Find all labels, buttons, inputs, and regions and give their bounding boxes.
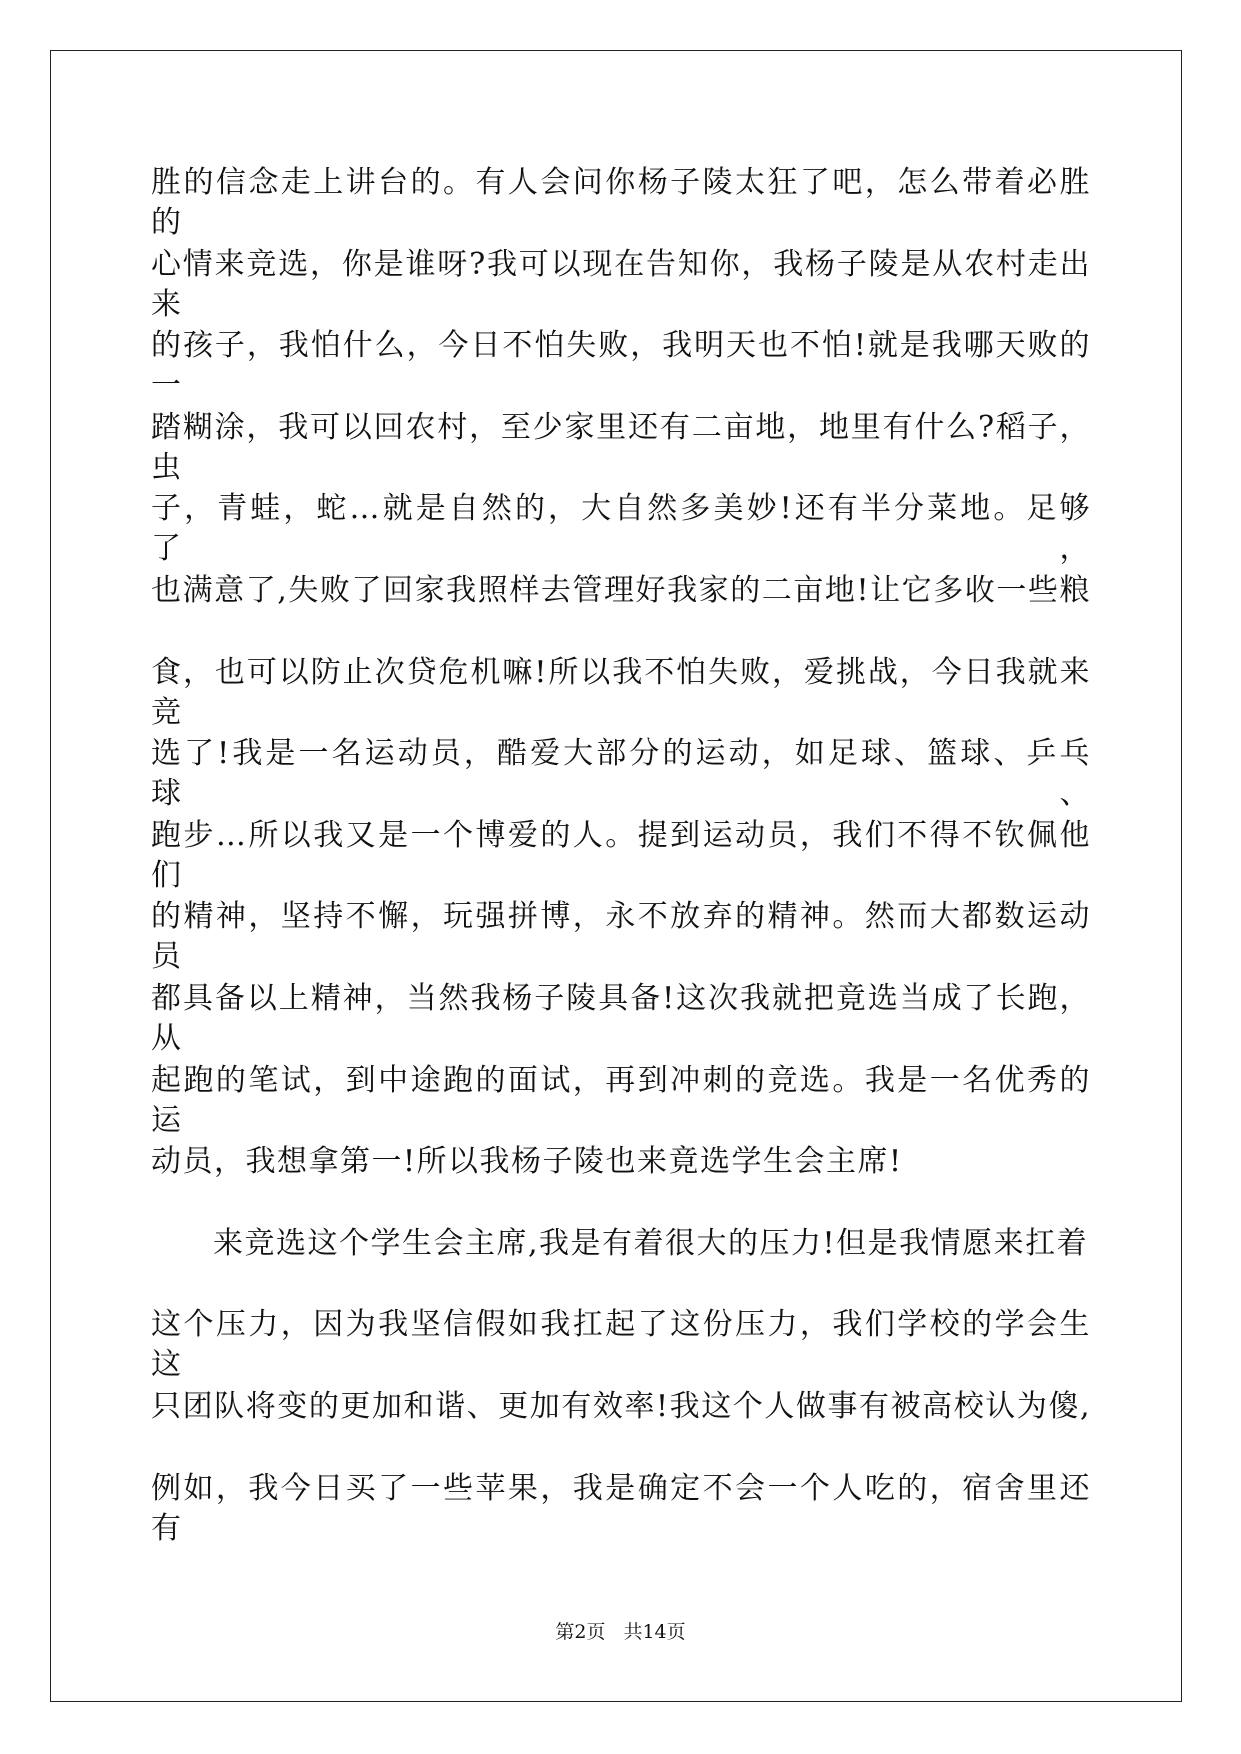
text-line: 心情来竞选，你是谁呀?我可以现在告知你，我杨子陵是从农村走出来 <box>151 246 1091 322</box>
text-line: 这个压力，因为我坚信假如我扛起了这份压力，我们学校的学会生这 <box>151 1307 1091 1383</box>
text-line: 子，青蛙，蛇…就是自然的，大自然多美妙!还有半分菜地。足够了， <box>151 491 1091 567</box>
text-line: 的孩子，我怕什么，今日不怕失败，我明天也不怕!就是我哪天败的一 <box>151 328 1091 404</box>
text-line: 动员，我想拿第一!所以我杨子陵也来竟选学生会主席! <box>151 1144 903 1180</box>
text-line: 都具备以上精神，当然我杨子陵具备!这次我就把竟选当成了长跑，从 <box>151 980 1091 1056</box>
page-footer <box>0 1617 1241 1644</box>
text-line: 例如，我今日买了一些苹果，我是确定不会一个人吃的，宿舍里还有 <box>151 1470 1091 1546</box>
text-line: 的精神，坚持不懈，玩强拼博，永不放弃的精神。然而大都数运动员 <box>151 899 1091 975</box>
text-line: 食，也可以防止次贷危机嘛!所以我不怕失败，爱挑战，今日我就来竞 <box>151 654 1091 730</box>
body-text <box>151 163 1091 1550</box>
text-line: 跑步…所以我又是一个博爱的人。提到运动员，我们不得不钦佩他们 <box>151 817 1091 893</box>
text-line: 起跑的笔试，到中途跑的面试，再到冲刺的竞选。我是一名优秀的运 <box>151 1062 1091 1138</box>
text-line: 只团队将变的更加和谐、更加有效率!我这个人做事有被高校认为傻, <box>151 1388 1091 1424</box>
page-number-current: 第2页 <box>555 1621 606 1643</box>
page-number-total: 共14页 <box>623 1621 686 1643</box>
text-line: 也满意了,失败了回家我照样去管理好我家的二亩地!让它多收一些粮 <box>151 572 1091 608</box>
text-line: 选了!我是一名运动员，酷爱大部分的运动，如足球、篮球、乒乓球、 <box>151 736 1091 812</box>
text-line: 踏糊涂，我可以回农村，至少家里还有二亩地，地里有什么?稻子，虫 <box>151 409 1091 485</box>
text-line: 胜的信念走上讲台的。有人会问你杨子陵太狂了吧，怎么带着必胜的 <box>151 165 1091 240</box>
text-line-paragraph-start: 来竞选这个学生会主席,我是有着很大的压力!但是我情愿来扛着 <box>213 1225 1089 1261</box>
